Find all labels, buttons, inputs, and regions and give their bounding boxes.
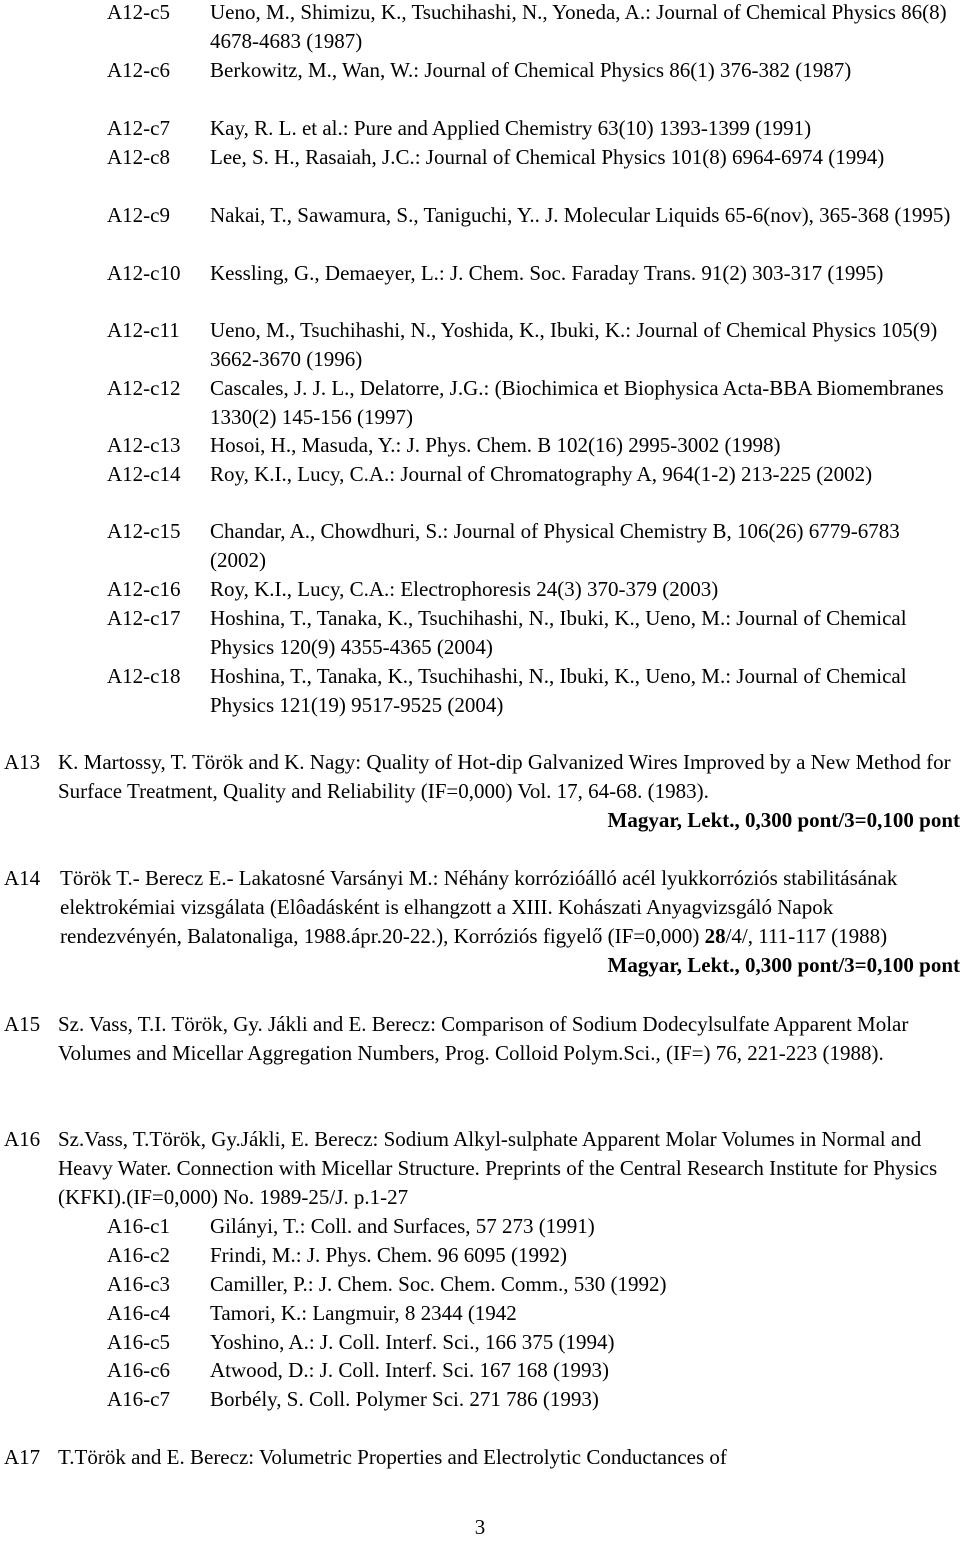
citation-text: Camiller, P.: J. Chem. Soc. Chem. Comm., 530 (1992) [210,1272,667,1296]
citation-text: Atwood, D.: J. Coll. Interf. Sci. 167 168 (1993) [210,1358,609,1382]
citation-text: Lee, S. H., Rasaiah, J.C.: Journal of Chemical Physics 101(8) 6964-6974 (1994) [210,145,885,169]
citation-code: A16-c2 [107,1243,170,1267]
publication-text: Sz.Vass, T.Török, Gy.Jákli, E. Berecz: Sodium Alkyl-sulphate Apparent Molar Volumes in Normal and Heavy Water. Connection with Micellar Structure. Preprints of the Central Research Institute for Physics (KFKI).(IF=0,000) No. 1989-25/J. p.1-27 [58,1127,938,1209]
citation-a16-c2 [107,1241,957,1270]
citation-a12-c5 [107,0,957,56]
publication-number: A14 [4,866,41,890]
citation-a12-c16 [107,575,957,604]
citation-code: A12-c13 [107,433,181,457]
citation-text: Cascales, J. J. L., Delatorre, J.G.: (Biochimica et Biophysica Acta-BBA Biomembranes 1330(2) 145-156 (1997) [210,376,944,429]
publication-a17 [4,1443,958,1472]
citation-text: Kessling, G., Demaeyer, L.: J. Chem. Soc. Faraday Trans. 91(2) 303-317 (1995) [210,261,884,285]
rating-line: Magyar, Lekt., 0,300 pont/3=0,100 pont [607,953,960,977]
citation-text: Ueno, M., Tsuchihashi, N., Yoshida, K., Ibuki, K.: Journal of Chemical Physics 105(9) 3662-3670 (1996) [210,318,938,371]
citation-a16-c5 [107,1328,957,1357]
citation-a12-c10 [107,259,957,288]
citation-code: A12-c10 [107,261,181,285]
publication-text: Sz. Vass, T.I. Török, Gy. Jákli and E. Berecz: Comparison of Sodium Dodecylsulfate Apparent Molar Volumes and Micellar Aggregation Numbers, Prog. Colloid Polym.Sci., (IF=) 76, 221-223 (1988). [58,1012,909,1065]
citation-a16-c3 [107,1270,957,1299]
citation-code: A16-c3 [107,1272,170,1296]
citation-code: A12-c9 [107,203,170,227]
publication-text-main: Török T.- Berecz E.- Lakatosné Varsányi M.: Néhány korrózióálló acél lyukkorróziós stabilitásának elektrokémiai vizsgálata (Elôadásként is elhangzott a XIII. Kohászati Anyagvizsgáló Napok rendezvényén, Balatonaliga, 1988.ápr.20-22.), Korróziós figyelő (IF=0,000) [60,866,898,948]
citation-a16-c6 [107,1356,957,1385]
citation-text: Gilányi, T.: Coll. and Surfaces, 57 273 (1991) [210,1214,595,1238]
publication-text [60,864,958,951]
citation-code: A12-c16 [107,577,181,601]
citation-a12-c12 [107,374,957,432]
citation-code: A16-c1 [107,1214,170,1238]
citation-code: A16-c4 [107,1301,170,1325]
citation-code: A12-c5 [107,0,170,24]
citation-text: Kay, R. L. et al.: Pure and Applied Chemistry 63(10) 1393-1399 (1991) [210,116,812,140]
citation-code: A16-c5 [107,1330,170,1354]
publication-number: A15 [4,1012,41,1036]
citation-text: Tamori, K.: Langmuir, 8 2344 (1942 [210,1301,517,1325]
citation-a12-c7 [107,114,957,143]
citation-a12-c6 [107,56,957,85]
citation-code: A12-c12 [107,376,181,400]
citation-a12-c14 [107,460,957,489]
citation-code: A16-c7 [107,1387,170,1411]
citation-code: A16-c6 [107,1358,170,1382]
citation-code: A12-c11 [107,318,180,342]
citation-code: A12-c6 [107,58,170,82]
publication-a16 [4,1125,958,1212]
publication-number: A13 [4,750,41,774]
citation-text: Hoshina, T., Tanaka, K., Tsuchihashi, N., Ibuki, K., Ueno, M.: Journal of Chemical Physics 120(9) 4355-4365 (2004) [210,606,907,659]
citation-code: A12-c18 [107,664,181,688]
citation-code: A12-c15 [107,519,181,543]
citation-a12-c8 [107,143,957,172]
citation-text: Berkowitz, M., Wan, W.: Journal of Chemical Physics 86(1) 376-382 (1987) [210,58,852,82]
citation-text: Roy, K.I., Lucy, C.A.: Journal of Chromatography A, 964(1-2) 213-225 (2002) [210,462,873,486]
citation-code: A12-c14 [107,462,181,486]
citation-a12-c9 [107,201,957,230]
publication-text: T.Török and E. Berecz: Volumetric Properties and Electrolytic Conductances of [58,1445,727,1469]
citation-a12-c18 [107,662,957,720]
citation-a12-c15 [107,517,957,575]
rating-line: Magyar, Lekt., 0,300 pont/3=0,100 pont [607,808,960,832]
publication-text-pages: /4/, 111-117 (1988) [725,924,888,948]
citation-code: A12-c7 [107,116,170,140]
citation-code: A12-c8 [107,145,170,169]
citation-text: Hosoi, H., Masuda, Y.: J. Phys. Chem. B 102(16) 2995-3002 (1998) [210,433,781,457]
citation-text: Chandar, A., Chowdhuri, S.: Journal of Physical Chemistry B, 106(26) 6779-6783 (2002) [210,519,900,572]
citation-text: Nakai, T., Sawamura, S., Taniguchi, Y.. J. Molecular Liquids 65-6(nov), 365-368 (1995) [210,203,951,227]
citation-a16-c1 [107,1212,957,1241]
citation-a16-c4 [107,1299,957,1328]
citation-text: Hoshina, T., Tanaka, K., Tsuchihashi, N., Ibuki, K., Ueno, M.: Journal of Chemical Physics 121(19) 9517-9525 (2004) [210,664,907,717]
publication-a15 [4,1010,958,1068]
citation-a12-c11 [107,316,957,374]
citation-code: A12-c17 [107,606,181,630]
citation-text: Ueno, M., Shimizu, K., Tsuchihashi, N., Yoneda, A.: Journal of Chemical Physics 86(8) 4678-4683 (1987) [210,0,947,53]
publication-number: A16 [4,1127,41,1151]
publication-a14 [4,864,958,980]
page-number: 3 [474,1515,486,1539]
citation-text: Roy, K.I., Lucy, C.A.: Electrophoresis 24(3) 370-379 (2003) [210,577,719,601]
publication-a13 [4,748,958,835]
citation-a12-c13 [107,431,957,460]
publication-text: K. Martossy, T. Török and K. Nagy: Quality of Hot-dip Galvanized Wires Improved by a New Method for Surface Treatment, Quality and Reliability (IF=0,000) Vol. 17, 64-68. (1983). [58,750,951,803]
publication-volume: 28 [704,924,726,948]
citation-a12-c17 [107,604,957,662]
citation-text: Frindi, M.: J. Phys. Chem. 96 6095 (1992) [210,1243,568,1267]
citation-text: Yoshino, A.: J. Coll. Interf. Sci., 166 375 (1994) [210,1330,615,1354]
publication-number: A17 [4,1445,41,1469]
citation-text: Borbély, S. Coll. Polymer Sci. 271 786 (1993) [210,1387,599,1411]
citation-a16-c7 [107,1385,957,1414]
